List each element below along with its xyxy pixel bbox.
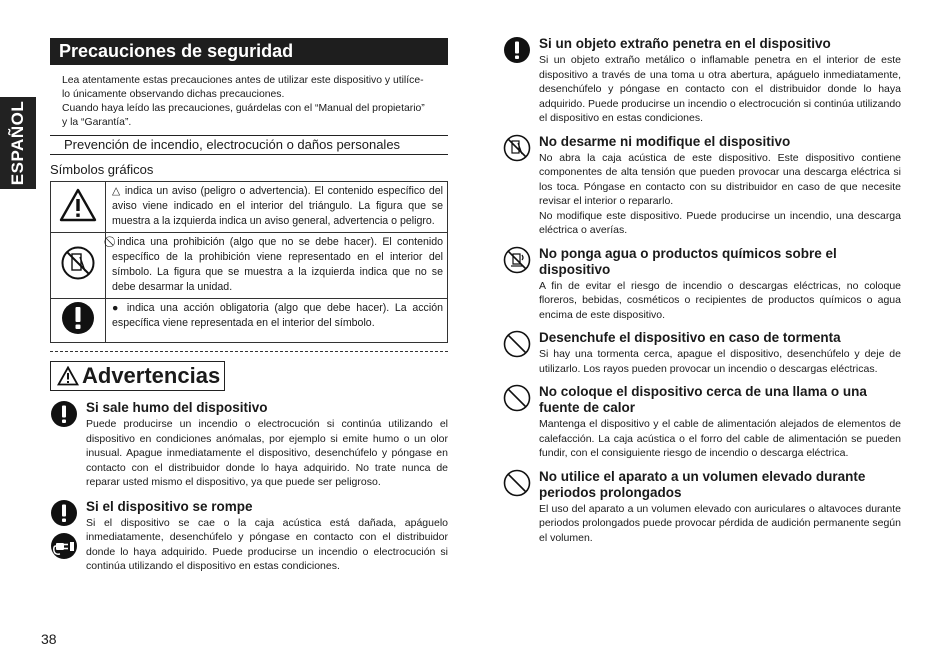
left-column	[50, 38, 448, 574]
language-tab-label: ESPAÑOL	[8, 100, 28, 186]
symbol-description: ⃠ indica una prohibición (algo que no se debe hacer). El contenido específico de la prohibición viene representado en el interior del símbolo. La figura que se muestra a la izquierda indica que no se debe desarmar la unidad.	[106, 233, 448, 299]
warning-item	[503, 36, 901, 126]
warning-text: El uso del aparato a un volumen elevado con auriculares o altavoces durante periodos prolongados puede provocar pérdida de audición permanente según el volumen.	[539, 502, 901, 544]
warning-item	[503, 134, 901, 238]
mandatory-action-icon	[50, 400, 78, 428]
no-disassemble-icon	[503, 134, 531, 162]
warning-text: A fin de evitar el riesgo de incendio o descargas eléctricas, no coloque floreros, bebidas, cosméticos o recipientes de productos químicos o agua encima de este dispositivo.	[539, 279, 901, 321]
warning-text: No modifique este dispositivo. Puede producirse un incendio, una descarga eléctrica o averías.	[539, 209, 901, 236]
warning-text: Puede producirse un incendio o electrocución si continúa utilizando el dispositivo en condiciones anómalas, por ejemplo si emite humo o un olor inusual. Apague inmediatamente el dispositivo, desenchúfelo y póngase en contacto con el distribuidor donde lo haya adquirido. No trate nunca de reparar usted mismo el dispositivo, ya que puede ser peligroso.	[86, 418, 448, 488]
warning-title: No desarme ni modifique el dispositivo	[539, 133, 791, 149]
no-disassemble-icon	[60, 245, 96, 281]
language-tab	[0, 97, 36, 189]
warning-title: No ponga agua o productos químicos sobre el dispositivo	[539, 245, 837, 277]
page-number: 38	[41, 631, 57, 647]
warning-item	[503, 384, 901, 461]
warning-title: No coloque el dispositivo cerca de una llama o una fuente de calor	[539, 384, 867, 415]
prohibition-icon	[503, 384, 531, 412]
mandatory-action-icon	[50, 499, 78, 527]
warning-item	[50, 499, 448, 574]
warning-text: Si un objeto extraño metálico o inflamable penetra en el interior de este dispositivo a través de una toma u otra abertura, apáguelo inmediatamente, desenchúfelo y póngase en contacto con el distribuidor donde lo haya adquirido. Puede producirse un incendio o electrocución si continúa utilizando el dispositivo en estas condiciones.	[539, 54, 901, 124]
warning-title: Desenchufe el dispositivo en caso de tormenta	[539, 330, 841, 345]
warning-title: No utilice el aparato a un volumen elevado durante periodos prolongados	[539, 468, 866, 500]
symbols-heading: Símbolos gráficos	[50, 162, 154, 177]
symbols-table	[50, 181, 448, 343]
warning-title: Si un objeto extraño penetra en el dispositivo	[539, 36, 831, 51]
warnings-heading: Advertencias	[50, 361, 225, 391]
prohibition-icon	[503, 469, 531, 497]
table-row	[51, 182, 448, 233]
prohibition-icon	[503, 330, 531, 358]
warning-title: Si el dispositivo se rompe	[86, 498, 253, 514]
warning-title: Si sale humo del dispositivo	[86, 400, 268, 415]
no-water-icon	[503, 246, 531, 274]
subsection-heading: Prevención de incendio, electrocución o daños personales	[50, 135, 448, 155]
warning-text: Si el dispositivo se cae o la caja acústica está dañada, apáguelo inmediatamente, desenchúfelo y póngase en contacto con el distribuidor donde lo haya adquirido. Puede producirse un incendio o electrocución si continúa utilizando el dispositivo en estas condiciones.	[86, 516, 448, 572]
right-column	[503, 36, 901, 553]
warning-item	[50, 400, 448, 490]
table-row	[51, 233, 448, 299]
mandatory-action-icon	[503, 36, 531, 64]
warning-item	[503, 469, 901, 546]
section-divider	[50, 351, 448, 352]
mandatory-action-icon	[60, 300, 96, 336]
warning-item	[503, 330, 901, 376]
page-title: Precauciones de seguridad	[50, 38, 448, 65]
warning-triangle-icon	[57, 366, 79, 386]
symbol-description: △ indica un aviso (peligro o advertencia). El contenido específico del aviso viene indicado en el interior del triángulo. La figura que se muestra a la izquierda indica un aviso general, advertencia o peligro.	[106, 182, 448, 233]
warning-item	[503, 246, 901, 323]
intro-text: Lea atentamente estas precauciones antes de utilizar este dispositivo y utilíce- lo únicamente observando dichas precauciones. Cuando haya leído las precauciones, guárdelas con el “Manual del propietario” y la “Garantía”.	[62, 75, 425, 128]
warning-text: Si hay una tormenta cerca, apague el dispositivo, desenchúfelo y deje de utilizarlo. Los rayos pueden provocar un incendio o descargas eléctricas.	[539, 348, 901, 375]
unplug-icon	[50, 532, 78, 560]
symbol-description: ● indica una acción obligatoria (algo que debe hacer). La acción específica viene representada en el interior del símbolo.	[106, 299, 448, 343]
warning-text: Mantenga el dispositivo y el cable de alimentación alejados de elementos de calefacción. La caja acústica o el forro del cable de alimentación se pueden fundir, con el consiguiente riesgo de incendio o descarga eléctrica.	[539, 418, 901, 459]
warning-triangle-icon	[59, 188, 97, 222]
warning-text: No abra la caja acústica de este dispositivo. Este dispositivo contiene componentes de alta tensión que pueden provocar una descarga eléctrica si los toca. Póngase en contacto con su distribuidor en caso de que necesite revisar el interior o repararlo.	[539, 151, 901, 207]
table-row	[51, 299, 448, 343]
